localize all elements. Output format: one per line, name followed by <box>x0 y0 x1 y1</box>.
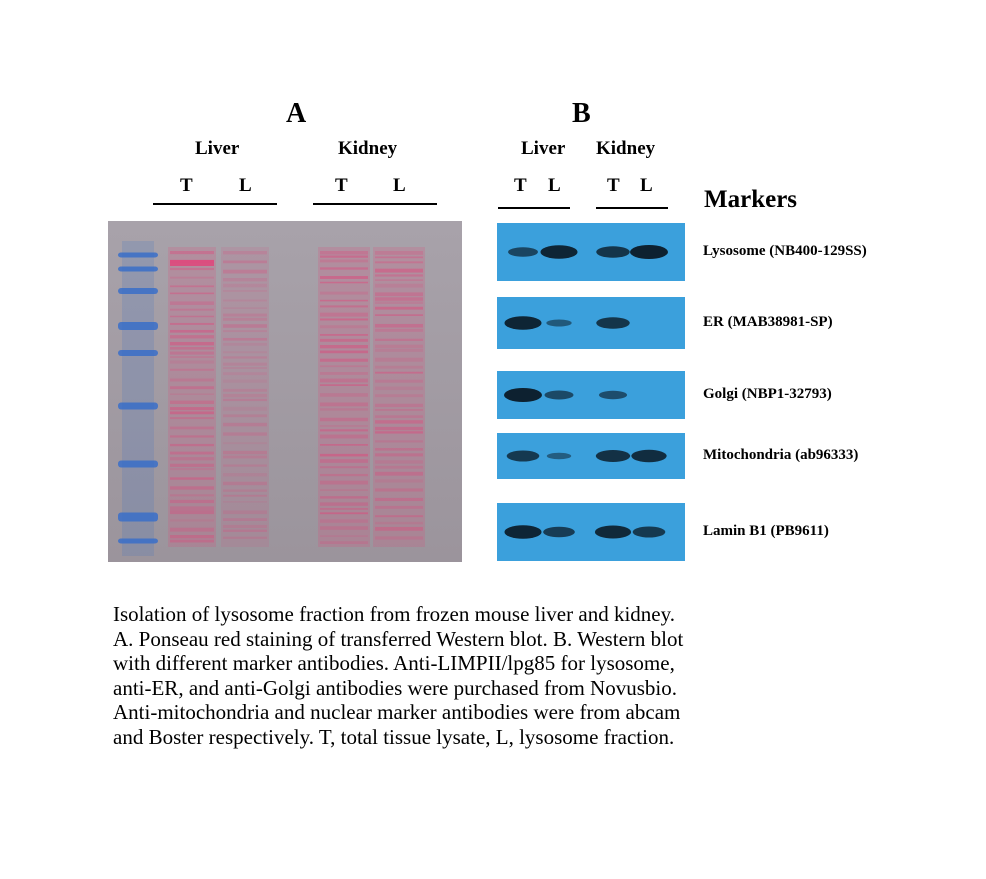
protein-ladder <box>118 241 158 556</box>
blot-3 <box>497 371 685 419</box>
lane-band <box>223 432 267 435</box>
lane-band <box>375 297 423 301</box>
lane-band <box>375 536 423 539</box>
lane-band <box>170 251 214 254</box>
figure-caption: Isolation of lysosome fraction from frozen mouse liver and kidney. A. Ponseau red staining of transferred Western blot. B. Western blot with different marker antibodies. Anti-LIMPII/lpg85 for lysosome, anti-ER, and anti-Golgi antibodies were purchased from Novusbio. Anti-mitochondria and nuclear marker antibodies were from abcam and Boster respectively. T, total tissue lysate, L, lysosome fraction. <box>113 602 684 749</box>
lane-band <box>223 343 267 346</box>
lane-band <box>375 366 423 369</box>
lane-band <box>170 360 214 363</box>
blot-band <box>596 450 630 462</box>
lane-band <box>320 502 368 505</box>
lane-band <box>170 393 214 395</box>
lane-band <box>170 335 214 338</box>
lane-band <box>320 379 368 383</box>
lane-band <box>375 440 423 442</box>
lane-band <box>320 334 368 336</box>
lane-band <box>223 489 267 491</box>
lane-band <box>320 260 368 263</box>
lane-band <box>375 349 423 352</box>
lane-band <box>375 498 423 501</box>
lane-band <box>375 274 423 276</box>
lane-band <box>223 307 267 309</box>
lane-band <box>320 481 368 485</box>
marker-label: Lamin B1 (PB9611) <box>703 523 829 539</box>
blot-band <box>596 246 630 258</box>
lane-band <box>223 260 267 263</box>
lane-band <box>320 282 368 284</box>
lane-band <box>375 488 423 491</box>
blot-band <box>547 453 572 460</box>
lane-band <box>223 314 267 317</box>
panel-b-liver-rule <box>498 207 570 209</box>
lane-band <box>320 305 368 307</box>
blot-band <box>630 245 668 259</box>
panel-b-liver-t-lane: T <box>514 175 527 196</box>
lane-band <box>320 359 368 362</box>
blot-band <box>507 451 540 462</box>
lane-band <box>170 540 214 543</box>
marker-label: Lysosome (NB400-129SS) <box>703 243 867 259</box>
lane-band <box>170 330 214 333</box>
lane-band <box>320 276 368 279</box>
lane-band <box>375 522 423 524</box>
blot-band <box>631 450 666 463</box>
lane-band <box>375 431 423 433</box>
panel-a-kidney-rule <box>313 203 437 205</box>
panel-b-liver-label: Liver <box>521 138 566 159</box>
lane-band <box>375 345 423 348</box>
lane-band <box>320 535 368 537</box>
panel-b-kidney-l-lane: L <box>640 175 653 196</box>
ladder-smear <box>122 241 154 556</box>
lane-band <box>375 453 423 456</box>
blot-band <box>545 391 574 400</box>
lane-band <box>170 417 214 419</box>
panel-b-letter: B <box>572 98 591 129</box>
lane-band <box>375 448 423 451</box>
lane-band <box>223 442 267 444</box>
lane-band <box>375 292 423 296</box>
lane-band <box>375 415 423 418</box>
lane-band <box>223 451 267 454</box>
lane-band <box>320 313 368 317</box>
lane-band <box>223 399 267 401</box>
blot-band <box>595 526 631 539</box>
lane-band <box>223 456 267 459</box>
lane-band <box>320 372 368 375</box>
lane-band <box>170 528 214 532</box>
blot-band <box>504 388 542 402</box>
lane-band <box>320 425 368 427</box>
gel-lane <box>318 247 370 547</box>
blot-band <box>633 527 666 538</box>
lane-band <box>223 495 267 497</box>
panel-a-liver-label: Liver <box>195 138 240 159</box>
lane-band <box>320 454 368 457</box>
lane-band <box>320 300 368 302</box>
lane-band <box>170 464 214 467</box>
lane-band <box>223 464 267 466</box>
blot-band <box>504 525 541 539</box>
lane-band <box>320 418 368 421</box>
lane-band <box>375 404 423 407</box>
gel-lane <box>373 247 425 547</box>
lane-band <box>170 316 214 318</box>
panel-a-letter: A <box>286 98 307 129</box>
lane-band <box>320 345 368 348</box>
lane-band <box>375 372 423 374</box>
lane-band <box>223 389 267 392</box>
lane-band <box>320 325 368 328</box>
lane-band <box>375 251 423 255</box>
panel-a-liver-rule <box>153 203 277 205</box>
lane-band <box>223 414 267 417</box>
lane-band-strong <box>170 260 214 266</box>
lane-band <box>170 369 214 371</box>
lane-band <box>375 301 423 304</box>
lane-band <box>375 380 423 383</box>
lane-band <box>170 411 214 414</box>
lane-band <box>223 510 267 514</box>
marker-label: Golgi (NBP1-32793) <box>703 386 832 402</box>
lane-band <box>320 512 368 514</box>
marker-label: ER (MAB38981-SP) <box>703 314 833 330</box>
blot-5 <box>497 503 685 561</box>
lane-band <box>320 318 368 320</box>
lane-band <box>375 460 423 463</box>
lane-band <box>223 363 267 366</box>
lane-band <box>223 356 267 358</box>
lane-band <box>320 459 368 463</box>
lane-band <box>170 519 214 521</box>
panel-b-kidney-t-lane: T <box>607 175 620 196</box>
lane-band <box>170 486 214 489</box>
lane-band <box>170 352 214 355</box>
blot-band <box>596 317 630 329</box>
lane-band <box>320 526 368 530</box>
lane-band <box>170 309 214 311</box>
lane-band <box>375 261 423 263</box>
lane-band <box>223 367 267 369</box>
lane-band <box>170 386 214 389</box>
lane-band <box>375 387 423 391</box>
lane-band <box>320 339 368 342</box>
lane-band <box>170 477 214 479</box>
lane-band <box>170 277 214 279</box>
lane-band <box>170 535 214 538</box>
blot-band <box>599 391 627 400</box>
gel-lane <box>168 247 216 547</box>
lane-band <box>375 409 423 411</box>
lane-band <box>320 251 368 255</box>
lane-band <box>223 379 267 382</box>
marker-label: Mitochondria (ab96333) <box>703 447 859 463</box>
lane-band <box>170 457 214 460</box>
panel-a-liver-l-lane: L <box>239 175 252 196</box>
lane-band <box>170 342 214 345</box>
lane-band <box>320 474 368 476</box>
blot-band <box>504 316 541 330</box>
lane-band <box>375 506 423 509</box>
lane-band <box>375 472 423 476</box>
blot-band <box>540 245 577 259</box>
lane-band <box>320 429 368 431</box>
lane-band <box>170 506 214 510</box>
lane-band <box>223 501 267 503</box>
lane-band <box>223 290 267 292</box>
lane-band <box>320 435 368 439</box>
lane-band <box>375 284 423 288</box>
lane-band <box>375 479 423 482</box>
lane-band <box>170 285 214 287</box>
lane-band <box>320 267 368 269</box>
lane-band <box>170 500 214 503</box>
lane-band <box>375 515 423 517</box>
lane-band <box>320 365 368 367</box>
lane-band <box>223 525 267 528</box>
lane-band <box>223 278 267 281</box>
lane-band <box>170 268 214 270</box>
lane-band <box>375 427 423 430</box>
ponceau-gel-image <box>108 221 462 562</box>
blot-band <box>508 247 538 257</box>
lane-band <box>375 329 423 332</box>
lane-band <box>223 318 267 321</box>
lane-band <box>170 494 214 496</box>
lane-band <box>320 393 368 397</box>
lane-band <box>223 270 267 274</box>
lane-band <box>375 269 423 273</box>
markers-title: Markers <box>704 186 798 213</box>
lane-band <box>223 423 267 427</box>
lane-band <box>320 466 368 468</box>
lane-band <box>170 293 214 295</box>
panel-a-kidney-l-lane: L <box>393 175 406 196</box>
lane-band <box>223 537 267 539</box>
blot-4 <box>497 433 685 479</box>
lane-band <box>223 330 267 332</box>
lane-band <box>223 407 267 411</box>
lane-band <box>320 508 368 510</box>
lane-band <box>170 347 214 350</box>
lane-band <box>320 541 368 544</box>
lane-band <box>375 394 423 397</box>
lane-band <box>320 519 368 522</box>
gel-lane <box>221 247 269 547</box>
lane-band <box>375 339 423 341</box>
lane-band <box>375 256 423 258</box>
lane-band <box>223 482 267 486</box>
lane-band <box>320 351 368 354</box>
lane-band <box>320 444 368 446</box>
lane-band <box>375 358 423 362</box>
lane-band <box>320 292 368 295</box>
lane-band <box>223 338 267 341</box>
lane-band <box>170 510 214 514</box>
lane-band <box>170 407 214 410</box>
lane-band <box>223 300 267 302</box>
lane-band <box>170 427 214 430</box>
lane-band <box>223 473 267 476</box>
lane-band <box>170 435 214 437</box>
lane-band <box>320 489 368 491</box>
lane-band <box>223 372 267 375</box>
lane-band <box>375 420 423 423</box>
panel-a-kidney-t-lane: T <box>335 175 348 196</box>
lane-band <box>223 351 267 353</box>
lane-band <box>170 356 214 358</box>
lane-band <box>375 324 423 328</box>
lane-band <box>320 384 368 386</box>
lane-band <box>170 444 214 446</box>
lane-band <box>375 307 423 310</box>
blot-band <box>543 527 575 538</box>
western-blot-stack <box>497 223 917 568</box>
lane-band <box>320 496 368 498</box>
lane-band <box>223 284 267 288</box>
panel-a-kidney-label: Kidney <box>338 138 398 159</box>
lane-band <box>170 379 214 382</box>
lane-band <box>375 527 423 531</box>
lane-band <box>223 530 267 532</box>
lane-band <box>223 394 267 397</box>
blot-1 <box>497 223 685 281</box>
lane-band <box>170 301 214 304</box>
lane-band <box>170 452 214 455</box>
panel-b-liver-l-lane: L <box>548 175 561 196</box>
lane-band <box>170 401 214 404</box>
lane-band <box>223 251 267 254</box>
lane-band <box>320 255 368 257</box>
lane-band <box>170 468 214 470</box>
panel-b-kidney-label: Kidney <box>596 138 656 159</box>
lane-band <box>320 402 368 406</box>
lane-band <box>223 518 267 521</box>
lane-band <box>375 466 423 469</box>
lane-band <box>320 408 368 410</box>
blot-2 <box>497 297 685 349</box>
blot-band <box>546 320 571 327</box>
lane-band <box>375 314 423 316</box>
lane-band <box>375 279 423 281</box>
panel-b-kidney-rule <box>596 207 668 209</box>
panel-a-liver-t-lane: T <box>180 175 193 196</box>
lane-band <box>170 323 214 325</box>
lane-band <box>223 324 267 328</box>
